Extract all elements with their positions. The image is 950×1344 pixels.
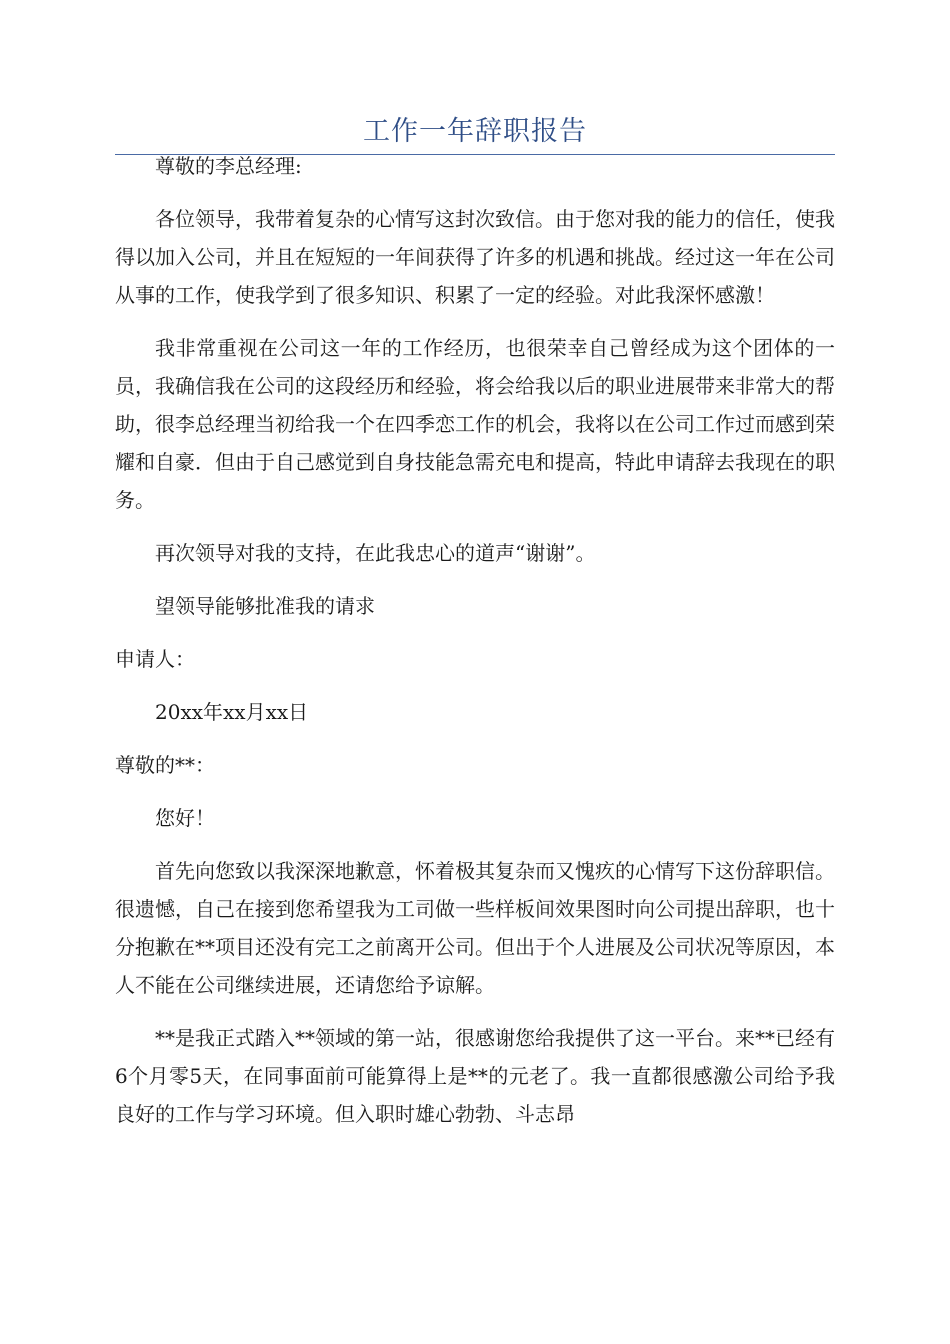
request-paragraph: 望领导能够批准我的请求 [155,594,375,618]
document-body [115,147,835,1133]
greeting-line: 您好！ [155,806,215,830]
body-paragraph: 各位领导，我带着复杂的心情写这封次致信。由于您对我的能力的信任，使我得以加入公司，并且在短短的一年间获得了许多的机遇和挑战。经过这一年在公司从事的工作，使我学到了很多知识、积累了一定的经验。对此我深怀感激！ [115,207,835,307]
date-line: 20xx年xx月xx日 [155,700,309,724]
document-title: 工作一年辞职报告 [363,116,587,147]
thanks-paragraph: 再次领导对我的支持，在此我忠心的道声“谢谢”。 [155,541,596,565]
second-salutation: 尊敬的**： [115,753,215,777]
body-paragraph: 首先向您致以我深深地歉意，怀着极其复杂而又愧疚的心情写下这份辞职信。很遗憾，自己在接到您希望我为工司做一些样板间效果图时向公司提出辞职，也十分抱歉在**项目还没有完工之前离开公司。但出于个人进展及公司状况等原因，本人不能在公司继续进展，还请您给予谅解。 [115,859,835,997]
body-paragraph: 我非常重视在公司这一年的工作经历，也很荣幸自己曾经成为这个团体的一员，我确信我在公司的这段经历和经验，将会给我以后的职业进展带来非常大的帮助，很李总经理当初给我一个在四季恋工作的机会，我将以在公司工作过而感到荣耀和自豪．但由于自己感觉到自身技能急需充电和提高，特此申请辞去我现在的职务。 [115,336,835,512]
salutation-paragraph: 尊敬的李总经理: [155,154,302,178]
body-paragraph: **是我正式踏入**领域的第一站，很感谢您给我提供了这一平台。来**已经有6个月零5天，在同事面前可能算得上是**的元老了。我一直都很感激公司给予我良好的工作与学习环境。但入职时雄心勃勃、斗志昂 [115,1026,835,1126]
applicant-line: 申请人： [115,647,195,671]
